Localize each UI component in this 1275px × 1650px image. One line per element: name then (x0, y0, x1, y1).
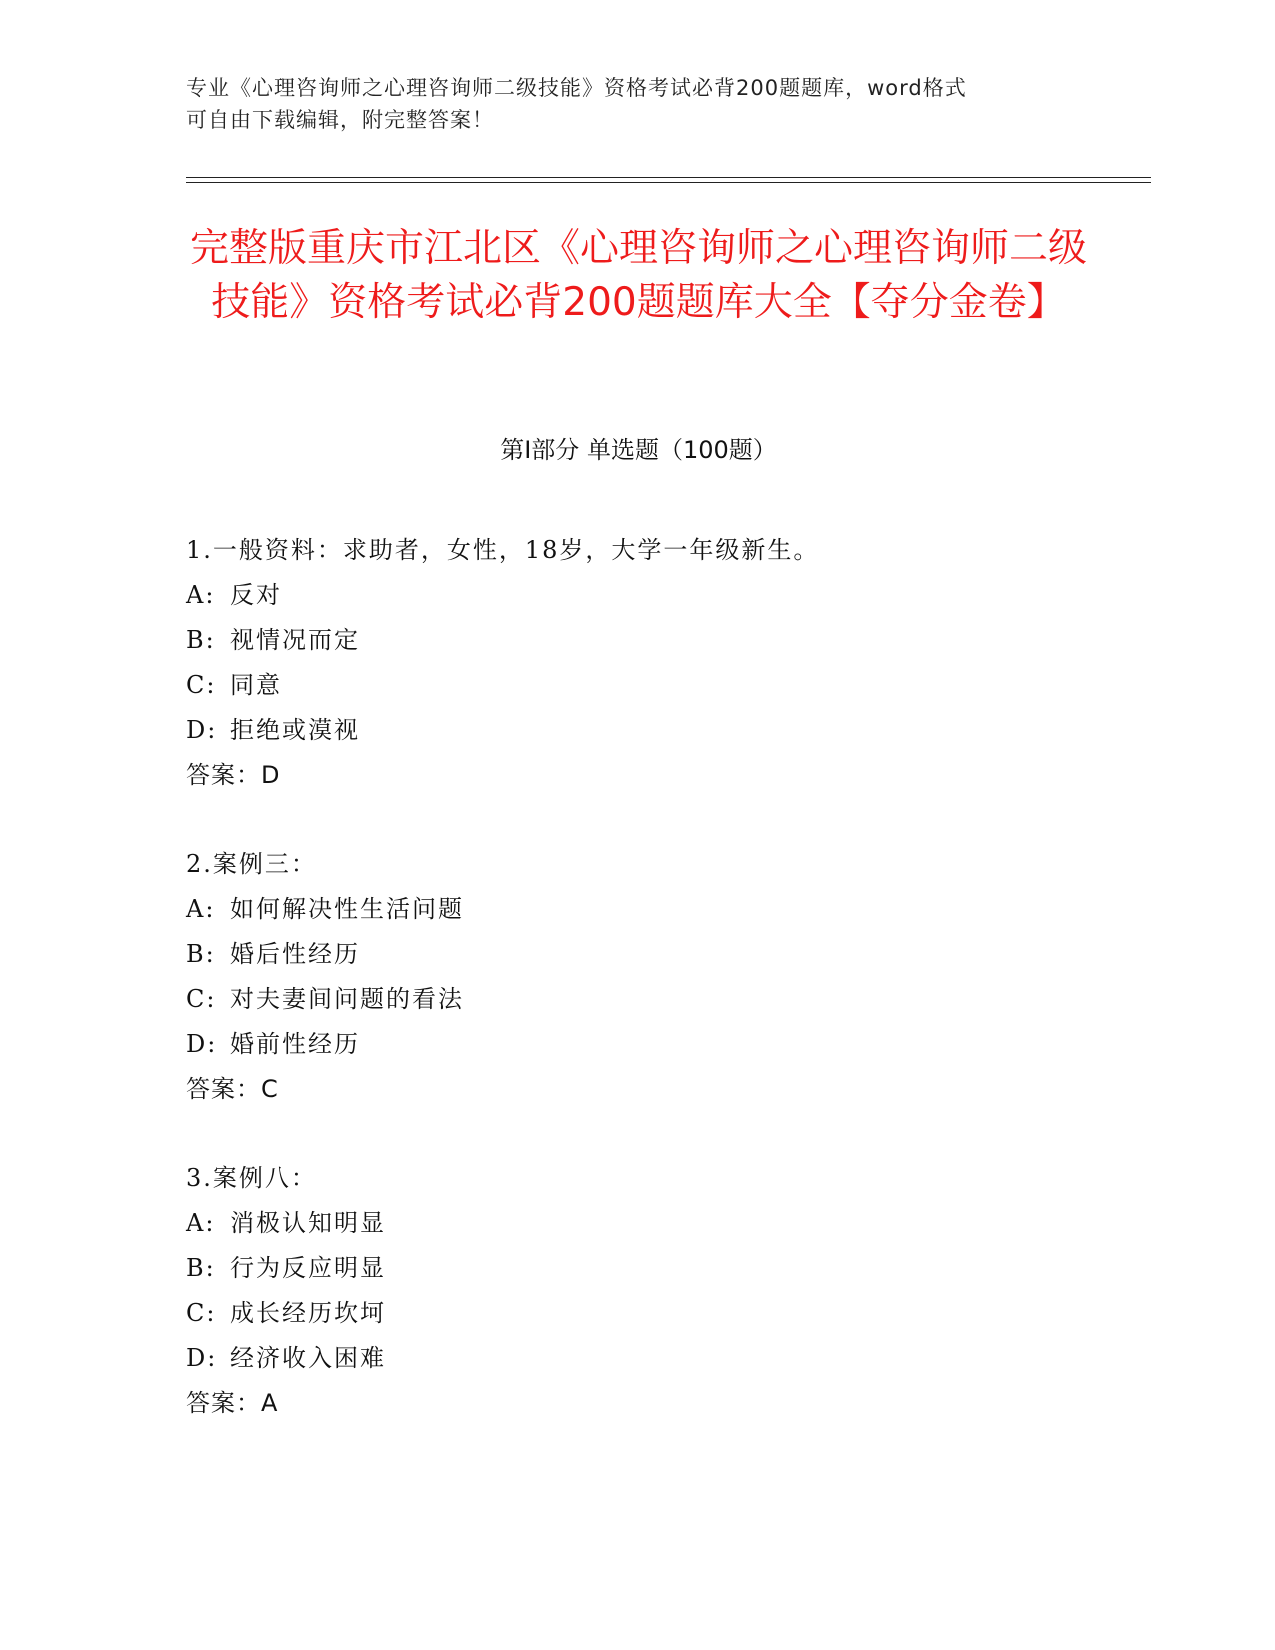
option-text: 婚后性经历 (230, 940, 360, 968)
option-letter: A: (186, 1209, 216, 1237)
option-text: 如何解决性生活问题 (230, 895, 464, 923)
question-stem: 1.一般资料：求助者，女性，18岁，大学一年级新生。 (186, 536, 820, 564)
header-note-line-1: 专业《心理咨询师之心理咨询师二级技能》资格考试必背200题题库，word格式 (186, 76, 967, 100)
option-text: 成长经历坎坷 (230, 1299, 386, 1327)
option-text: 经济收入困难 (230, 1344, 386, 1372)
option-c (186, 663, 1091, 708)
question-stem: 2.案例三： (186, 850, 317, 878)
option-c (186, 1291, 1091, 1336)
option-text: 消极认知明显 (230, 1209, 386, 1237)
question-1 (186, 528, 1091, 798)
option-letter: B: (186, 940, 216, 968)
option-text: 行为反应明显 (230, 1254, 386, 1282)
header-note-line-2: 可自由下载编辑，附完整答案！ (186, 108, 494, 132)
option-letter: C: (186, 985, 217, 1013)
option-text: 拒绝或漠视 (230, 716, 360, 744)
header-divider-bottom (186, 182, 1151, 183)
question-stem: 3.案例八： (186, 1164, 317, 1192)
option-b (186, 618, 1091, 663)
question-2 (186, 842, 1091, 1112)
option-a (186, 573, 1091, 618)
option-b (186, 1246, 1091, 1291)
option-c (186, 977, 1091, 1022)
option-a (186, 887, 1091, 932)
header-note (186, 72, 1066, 136)
option-d (186, 708, 1091, 753)
option-d (186, 1336, 1091, 1381)
document-title: 完整版重庆市江北区《心理咨询师之心理咨询师二级技能》资格考试必背200题题库大全【夺分金卷】 (189, 226, 1087, 325)
option-text: 婚前性经历 (230, 1030, 360, 1058)
option-letter: D: (186, 1030, 218, 1058)
option-letter: C: (186, 671, 217, 699)
option-letter: C: (186, 1299, 217, 1327)
option-text: 视情况而定 (230, 626, 360, 654)
option-letter: B: (186, 626, 216, 654)
option-letter: D: (186, 716, 218, 744)
option-text: 同意 (230, 671, 282, 699)
option-b (186, 932, 1091, 977)
option-letter: A: (186, 895, 216, 923)
question-3 (186, 1156, 1091, 1426)
option-d (186, 1022, 1091, 1067)
section-title: 第Ⅰ部分 单选题（100题） (500, 436, 777, 464)
option-a (186, 1201, 1091, 1246)
question-list (186, 528, 1091, 1470)
option-text: 对夫妻间问题的看法 (230, 985, 464, 1013)
answer-line: 答案：D (186, 761, 281, 789)
answer-line: 答案：C (186, 1075, 279, 1103)
option-letter: D: (186, 1344, 218, 1372)
option-text: 反对 (230, 581, 282, 609)
header-divider-top (186, 177, 1151, 178)
option-letter: B: (186, 1254, 216, 1282)
answer-line: 答案：A (186, 1389, 279, 1417)
option-letter: A: (186, 581, 216, 609)
